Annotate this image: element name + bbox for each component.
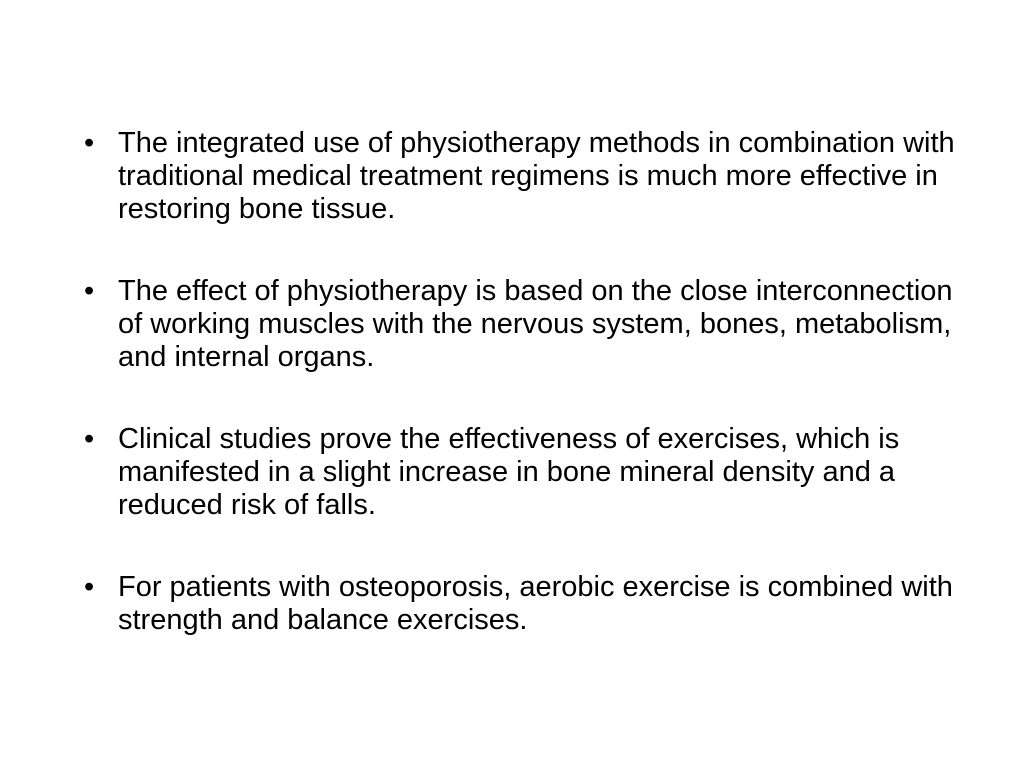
- bullet-text: The integrated use of physiotherapy methods in combination with traditional medical treatment regimens is much more effective in restoring bone tissue.: [118, 127, 955, 225]
- bullet-icon: •: [84, 127, 95, 159]
- bullet-item: [84, 275, 984, 374]
- bullet-text: For patients with osteoporosis, aerobic exercise is combined with strength and balance exercises.: [118, 571, 953, 636]
- bullet-icon: •: [84, 423, 95, 455]
- bullet-text: Clinical studies prove the effectiveness of exercises, which is manifested in a slight increase in bone mineral density and a reduced risk of falls.: [118, 423, 900, 521]
- bullet-item: [84, 127, 984, 226]
- bullet-icon: •: [84, 275, 95, 307]
- bullet-item: [84, 571, 984, 637]
- bullet-icon: •: [84, 571, 95, 603]
- bullet-text: The effect of physiotherapy is based on the close interconnection of working muscles with the nervous system, bones, metabolism, and internal organs.: [118, 275, 953, 373]
- bullet-list: [84, 127, 984, 637]
- bullet-item: [84, 423, 984, 522]
